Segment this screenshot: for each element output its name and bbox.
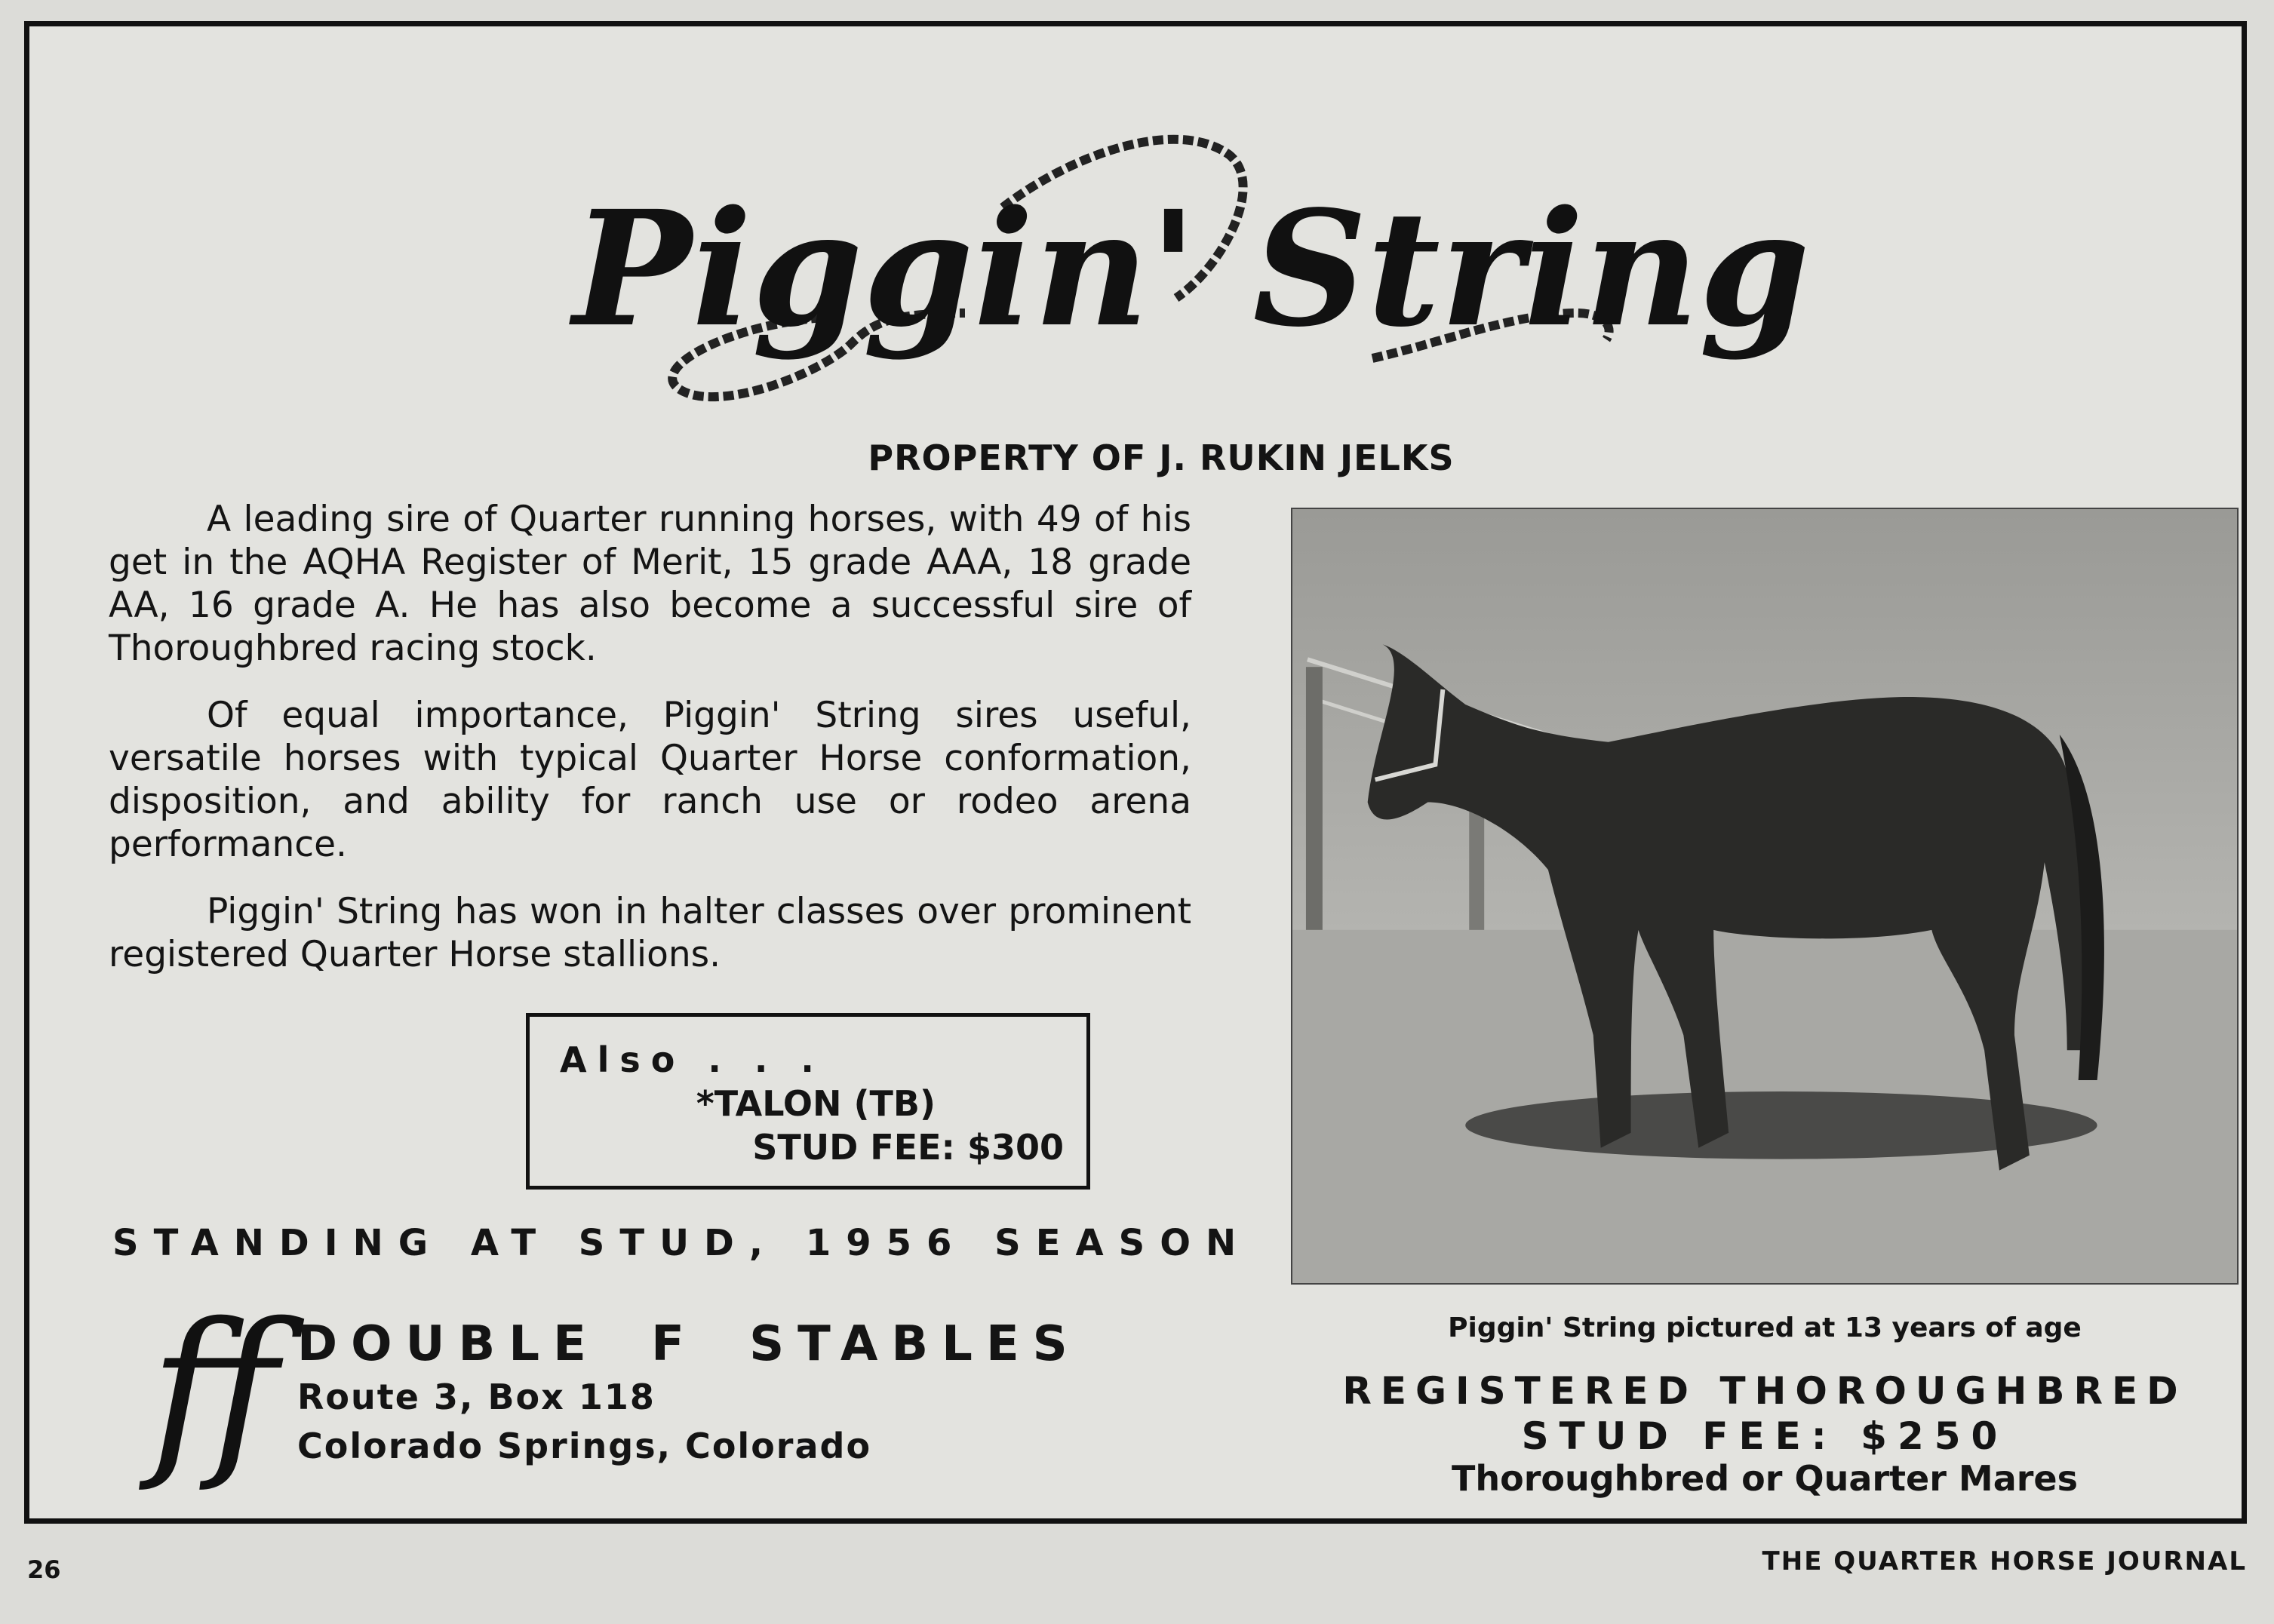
also-box <box>526 1013 1090 1190</box>
paragraph-3: Piggin' String has won in halter classes over prominent registered Quarter Horse stallions. <box>109 891 1191 975</box>
registered-thoroughbred: REGISTERED THOROUGHBRED <box>1342 1369 2187 1413</box>
also-label: Also . . . <box>560 1039 825 1080</box>
also-stud-fee: STUD FEE: $300 <box>752 1127 1064 1168</box>
standing-at-stud: STANDING AT STUD, 1956 SEASON <box>112 1222 1252 1264</box>
horse-photo <box>1291 508 2239 1285</box>
stud-fee: STUD FEE: $250 <box>1521 1414 2008 1458</box>
stable-name: DOUBLE F STABLES <box>297 1316 1081 1372</box>
page-number: 26 <box>27 1555 61 1584</box>
paragraph-1: A leading sire of Quarter running horses, with 49 of his get in the AQHA Register of Merit, 15 grade AAA, 18 grade AA, 16 grade A. He has also become a successful sire of Thoroughbred racing stock. <box>109 499 1191 669</box>
advertisement-frame <box>24 21 2247 1524</box>
photo-caption: Piggin' String pictured at 13 years of age <box>1448 1312 2082 1343</box>
journal-name: THE QUARTER HORSE JOURNAL <box>1762 1546 2247 1576</box>
svg-text:Piggin' String: Piggin' String <box>573 176 1810 362</box>
piggin-string-logo <box>573 124 1810 426</box>
mares-accepted: Thoroughbred or Quarter Mares <box>1451 1458 2079 1499</box>
svg-text:ff: ff <box>149 1284 279 1495</box>
ff-monogram-logo <box>135 1284 293 1497</box>
stable-address-line1: Route 3, Box 118 <box>297 1377 656 1417</box>
description-text <box>109 498 1191 1000</box>
property-owner: PROPERTY OF J. RUKIN JELKS <box>868 437 1455 478</box>
paragraph-2: Of equal importance, Piggin' String sires useful, versatile horses with typical Quarter Horse conformation, disposition, and ability for ranch use or rodeo arena performance. <box>109 695 1191 865</box>
stable-address-line2: Colorado Springs, Colorado <box>297 1426 872 1466</box>
also-horse-name: *TALON (TB) <box>696 1083 936 1124</box>
